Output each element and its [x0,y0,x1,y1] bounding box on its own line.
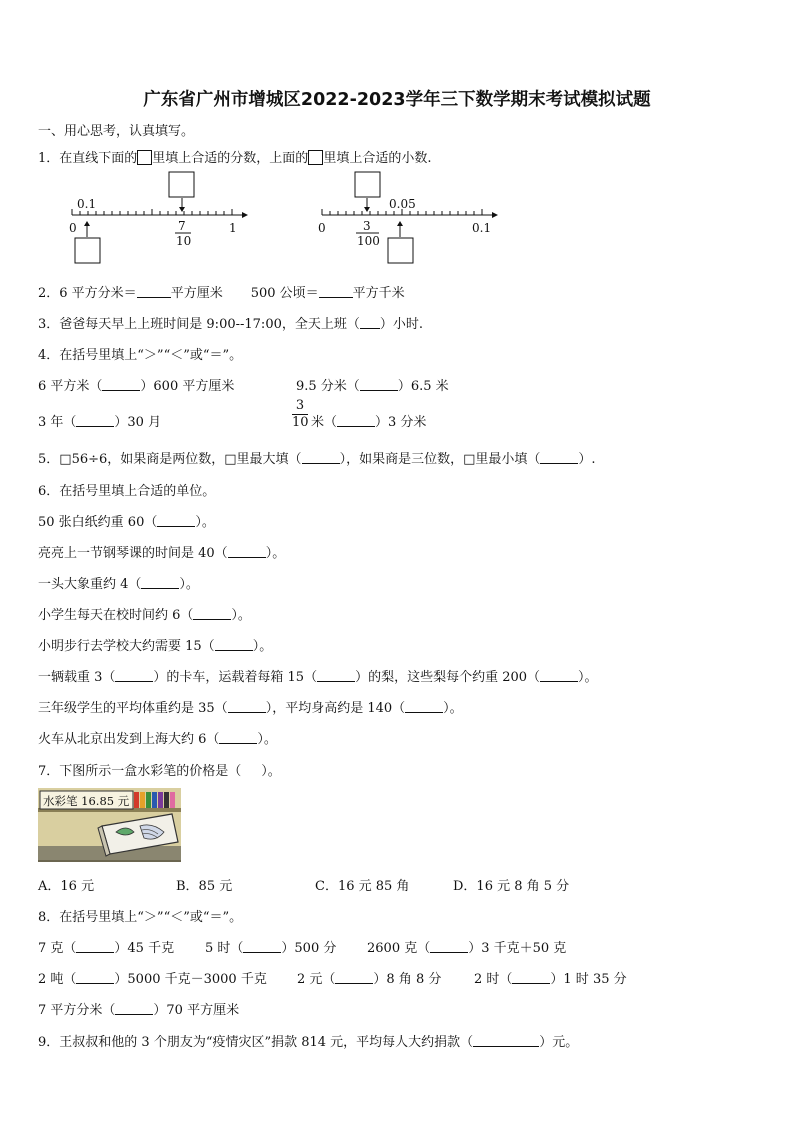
tick-label: 1 [229,221,237,235]
option-d[interactable]: D．16 元 8 角 5 分 [453,879,570,894]
compare-row: 3 年（ ）30 月 [38,415,162,430]
unit-item: 一头大象重约 4（ ）。 [38,577,199,592]
option-a[interactable]: A．16 元 [38,879,95,894]
fraction-denominator: 100 [357,234,380,248]
question-1: 1．在直线下面的 里填上合适的分数，上面的 里填上合适的小数. [38,151,432,166]
compare-row: 2 时（ ）1 时 35 分 [474,972,627,987]
answer-blank[interactable] [219,731,257,744]
tick-label: 0.05 [389,197,416,211]
unit-item: 亮亮上一节钢琴课的时间是 40（ ）。 [38,546,286,561]
answer-blank[interactable] [228,700,266,713]
answer-blank[interactable] [540,669,578,682]
question-7: 7．下图所示一盒水彩笔的价格是（ ）。 [38,764,281,779]
question-3: 3．爸爸每天早上上班时间是 9:00--17:00，全天上班（ ）小时. [38,317,423,332]
axis-arrow-icon [242,212,248,218]
answer-blank[interactable] [115,669,153,682]
answer-blank[interactable] [302,451,340,464]
compare-row: 5 时（ ）500 分 [205,941,337,956]
answer-blank[interactable] [115,1002,153,1015]
number-line-diagram [0,165,794,270]
unit-item: 三年级学生的平均体重约是 35（ ），平均身高约是 140（ ）。 [38,701,463,716]
answer-blank[interactable] [540,451,578,464]
unit-item: 小学生每天在校时间约 6（ ）。 [38,608,251,623]
arrowhead [84,221,90,226]
question-5: 5．□56÷6，如果商是两位数，□里最大填（ ），如果商是三位数，□里最小填（ ）. [38,452,596,467]
tick-label: 0 [69,221,77,235]
question-9: 9．王叔叔和他的 3 个朋友为“疫情灾区”捐款 814 元，平均每人大约捐款（ ）元。 [38,1035,579,1050]
answer-box[interactable] [308,150,323,165]
page-title: 广东省广州市增城区2022-2023学年三下数学期末考试模拟试题 [143,90,651,110]
fraction-denominator: 10 [176,234,192,248]
answer-box-top-1[interactable] [169,172,194,197]
answer-box[interactable] [137,150,152,165]
answer-blank[interactable] [102,378,140,391]
unit-item: 小明步行去学校大约需要 15（ ）。 [38,639,273,654]
answer-blank[interactable] [137,285,171,298]
answer-blank[interactable] [228,545,266,558]
question-6: 6．在括号里填上合适的单位。 [38,484,216,499]
compare-row: 2 元（ ）8 角 8 分 [297,972,442,987]
answer-blank[interactable] [405,700,443,713]
number-line-1 [72,209,248,218]
tick-label: 0 [318,221,326,235]
unit-item: 一辆载重 3（ ）的卡车，运载着每箱 15（ ）的梨，这些梨每个约重 200（ ）。 [38,670,598,685]
answer-blank[interactable] [512,971,550,984]
axis-arrow-icon [492,212,498,218]
answer-box-top-2[interactable] [355,172,380,197]
compare-row: 2 吨（ ）5000 千克－3000 千克 [38,972,267,987]
answer-blank[interactable] [360,378,398,391]
unit-item: 火车从北京出发到上海大约 6（ ）。 [38,732,277,747]
arrowhead [397,221,403,226]
answer-blank[interactable] [76,971,114,984]
answer-blank[interactable] [317,669,355,682]
answer-blank[interactable] [76,940,114,953]
unit-item: 50 张白纸约重 60（ ）。 [38,515,215,530]
answer-blank[interactable] [473,1034,539,1047]
answer-blank[interactable] [215,638,253,651]
compare-row: 米（ ）3 分米 [311,415,427,430]
tick-label: 0.1 [472,221,492,235]
option-c[interactable]: C．16 元 85 角 [315,879,410,894]
answer-blank[interactable] [335,971,373,984]
answer-blank[interactable] [430,940,468,953]
compare-row: 2600 克（ ）3 千克＋50 克 [367,941,567,956]
compare-row: 7 克（ ）45 千克 [38,941,175,956]
answer-blank[interactable] [141,576,179,589]
section-heading: 一、用心思考，认真填写。 [38,124,195,139]
watercolor-box-picture [38,788,181,862]
question-8: 8．在括号里填上“＞”“＜”或“＝”。 [38,910,243,925]
fraction: 3 10 [292,398,309,430]
question-4: 4．在括号里填上“＞”“＜”或“＝”。 [38,348,243,363]
answer-blank[interactable] [243,940,281,953]
compare-row: 6 平方米（ ）600 平方厘米 [38,379,235,394]
compare-row: 7 平方分米（ ）70 平方厘米 [38,1003,240,1018]
question-2: 2．6 平方分米＝ 平方厘米 500 公顷＝ 平方千米 [38,286,405,301]
answer-blank[interactable] [193,607,231,620]
answer-box-bottom-2[interactable] [388,238,413,263]
answer-blank[interactable] [319,285,353,298]
answer-blank[interactable] [76,414,114,427]
answer-box-bottom-1[interactable] [75,238,100,263]
answer-blank[interactable] [157,514,195,527]
arrowhead [364,207,370,212]
price-tag: 水彩笔 16.85 元 [43,794,130,808]
answer-blank[interactable] [241,764,261,776]
answer-blank[interactable] [360,316,380,329]
fraction-numerator: 3 [363,219,371,233]
compare-row: 9.5 分米（ ）6.5 米 [296,379,449,394]
tick-label: 0.1 [77,197,97,211]
answer-blank[interactable] [337,414,375,427]
option-b[interactable]: B．85 元 [176,879,233,894]
fraction-numerator: 7 [178,219,186,233]
